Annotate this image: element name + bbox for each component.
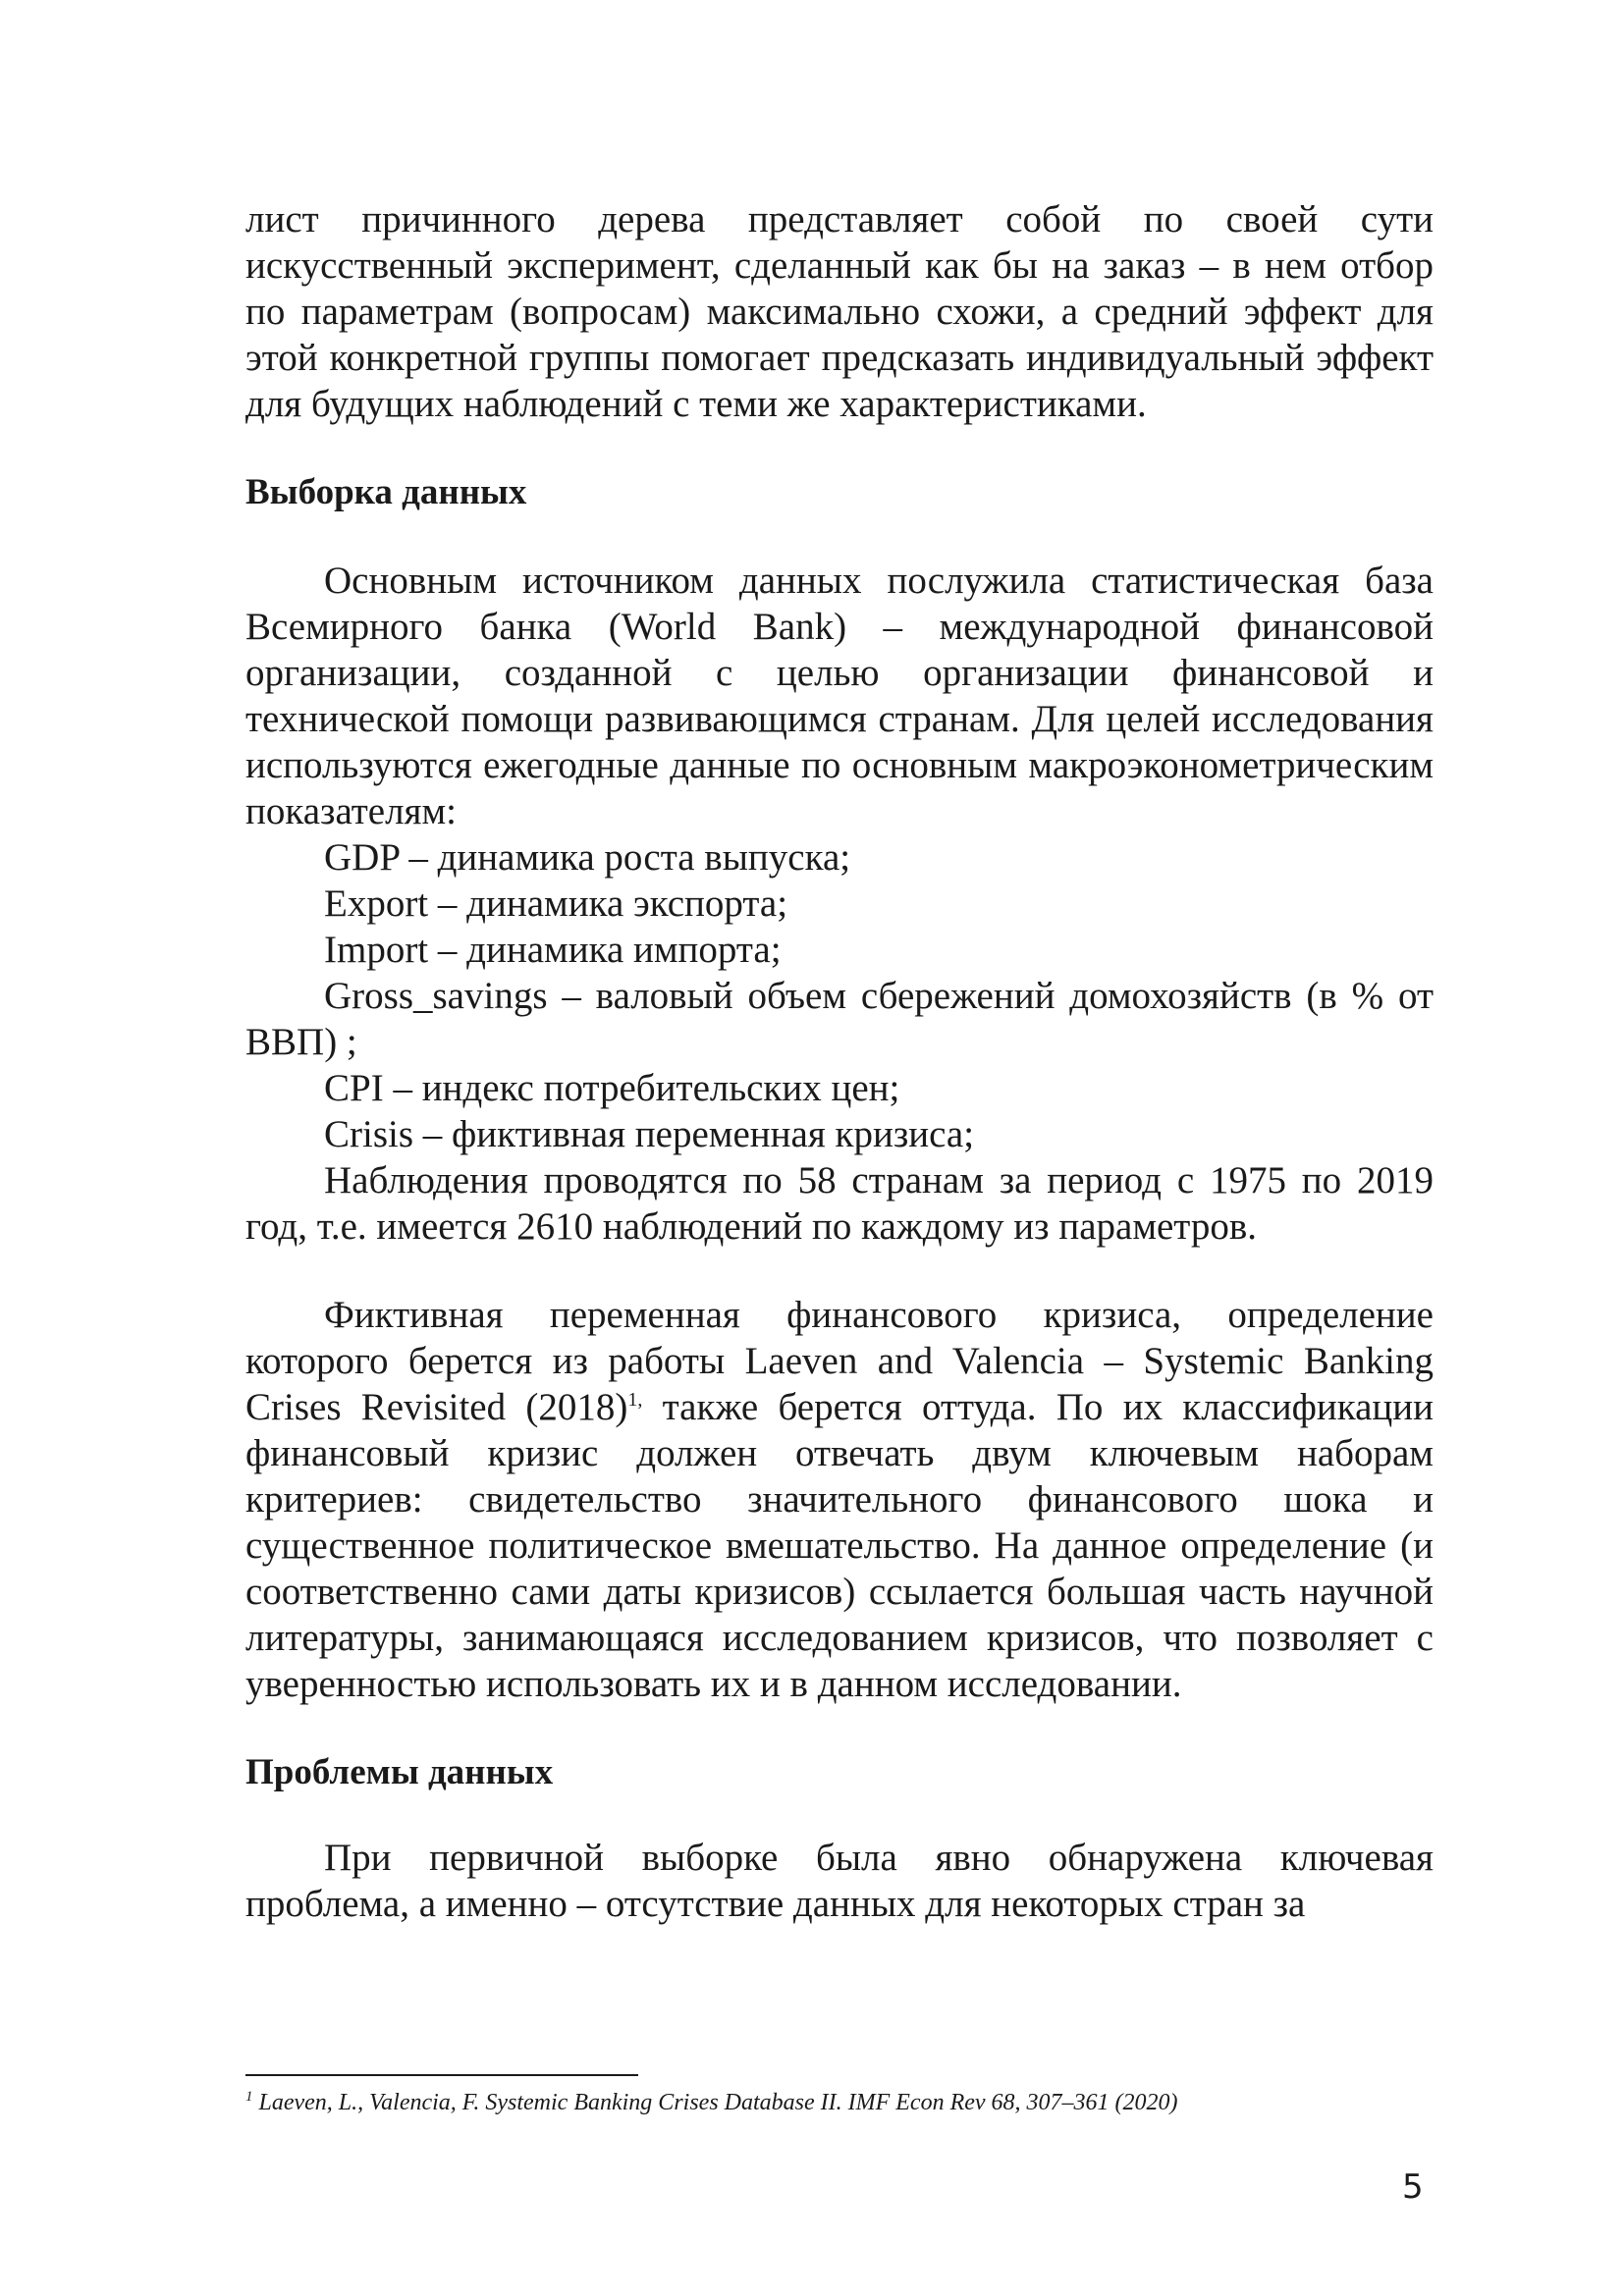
footnote-text: Laeven, L., Valencia, F. Systemic Banking Crises Database II. IMF Econ Rev 68, 307–361 (2020) bbox=[252, 2090, 1178, 2115]
indicator-item-gross-savings: Gross_savings – валовый объем сбережений домохозяйств (в % от ВВП) ; bbox=[245, 975, 1434, 1063]
footnote-reference-mark: 1, bbox=[627, 1389, 643, 1411]
paragraph-crisis-definition bbox=[245, 1292, 1434, 1707]
indicator-item-gdp: GDP – динамика роста выпуска; bbox=[324, 836, 851, 879]
indicator-item-export: Export – динамика экспорта; bbox=[324, 882, 788, 925]
paragraph-crisis-definition-part-2: также берется оттуда. По их классификации финансовый кризис должен отвечать двум ключевым наборам критериев: свидетельство значительного финансового шока и существенное политическое вмешательство. На данное определение (и соответственно сами даты кризисов) ссылается большая часть научной литературы, занимающаяся исследованием кризисов, что позволяет с уверенностью использовать их и в данном исследовании. bbox=[245, 1386, 1434, 1705]
paragraph-data-source: Основным источником данных послужила статистическая база Всемирного банка (World Bank) – международной финансовой организации, созданной с целью организации финансовой и технической помощи развивающимся странам. Для целей исследования используются ежегодные данные по основным макроэконометрическим показателям: bbox=[245, 560, 1434, 832]
spacer bbox=[245, 427, 1434, 469]
paragraph-data-problems: При первичной выборке была явно обнаружена ключевая проблема, а именно – отсутствие данных для некоторых стран за bbox=[245, 1837, 1434, 1925]
page-number: 5 bbox=[1402, 2167, 1424, 2207]
page-body bbox=[245, 196, 1434, 1927]
footnote bbox=[245, 2088, 1434, 2117]
paragraph-observations: Наблюдения проводятся по 58 странам за период с 1975 по 2019 год, т.е. имеется 2610 наблюдений по каждому из параметров. bbox=[245, 1159, 1434, 1248]
indicator-item-cpi: CPI – индекс потребительских цен; bbox=[324, 1067, 900, 1109]
indicator-item-crisis: Crisis – фиктивная переменная кризиса; bbox=[324, 1113, 975, 1155]
spacer bbox=[245, 515, 1434, 558]
section-heading-data-problems: Проблемы данных bbox=[245, 1752, 554, 1792]
footnote-separator bbox=[245, 2074, 638, 2076]
footnote-number: 1 bbox=[245, 2089, 253, 2105]
section-heading-data-sample: Выборка данных bbox=[245, 472, 527, 512]
spacer bbox=[245, 1250, 1434, 1292]
indicator-item-import: Import – динамика импорта; bbox=[324, 929, 782, 971]
spacer bbox=[245, 1707, 1434, 1749]
spacer bbox=[245, 1795, 1434, 1835]
paragraph-causal-tree-leaf: лист причинного дерева представляет собой по своей сути искусственный эксперимент, сделанный как бы на заказ – в нем отбор по параметрам (вопросам) максимально схожи, а средний эффект для этой конкретной группы помогает предсказать индивидуальный эффект для будущих наблюдений с теми же характеристиками. bbox=[245, 198, 1434, 425]
paragraph-crisis-definition-part-1: Фиктивная переменная финансового кризиса, определение которого берется из работы Laeven and Valencia – Systemic Banking Crises Revisited (2018) bbox=[245, 1294, 1434, 1428]
